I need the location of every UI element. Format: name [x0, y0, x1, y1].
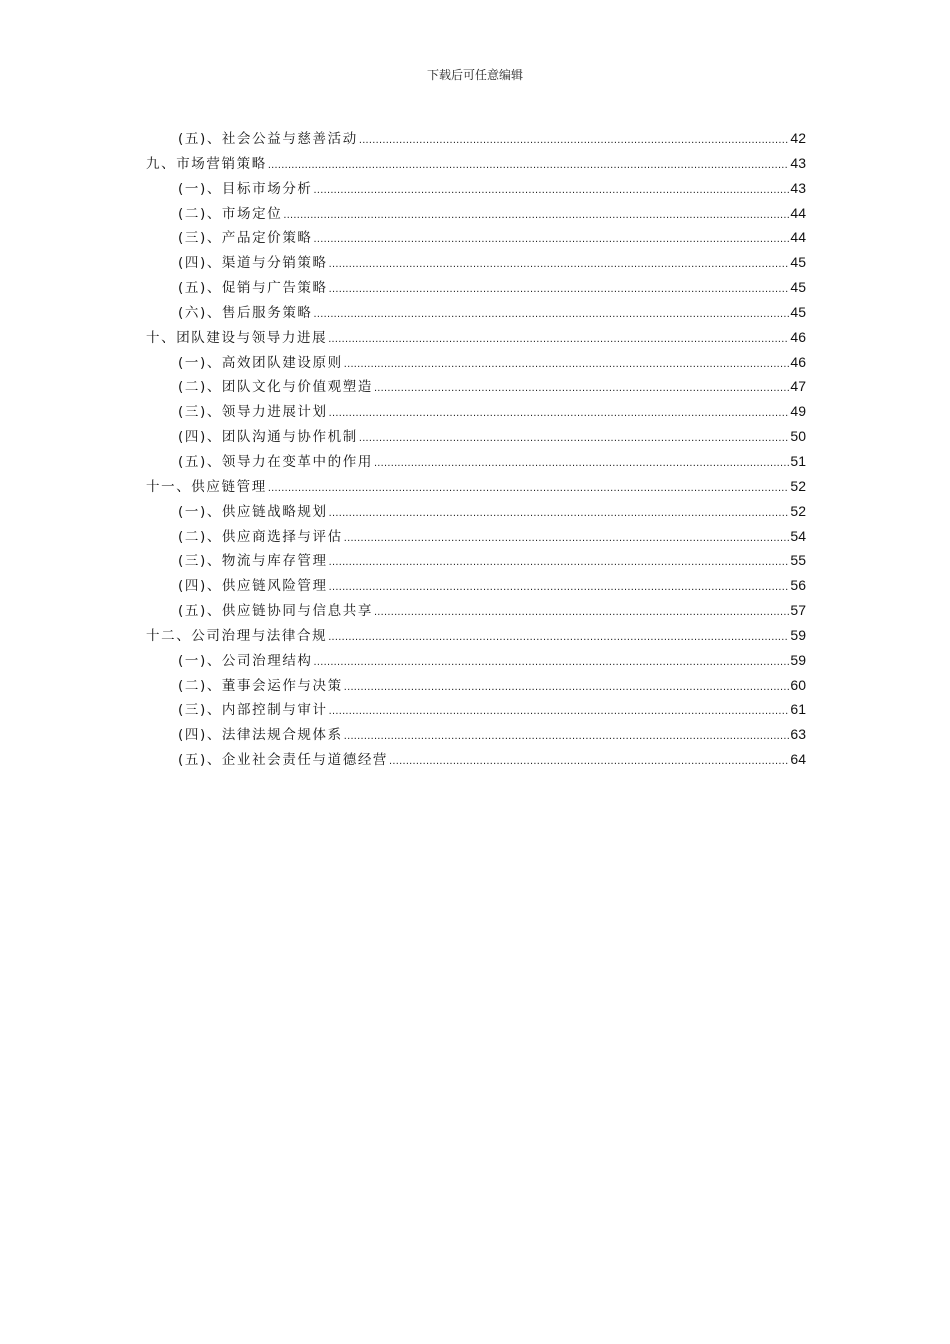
- toc-entry-title: (一)、公司治理结构: [178, 652, 313, 669]
- toc-section-entry[interactable]: [146, 126, 806, 151]
- toc-section-entry[interactable]: [146, 722, 806, 747]
- toc-entry-title: (六)、售后服务策略: [178, 304, 313, 321]
- toc-dot-leader: [344, 526, 790, 551]
- toc-entry-title: (四)、供应链风险管理: [178, 578, 328, 595]
- toc-section-entry[interactable]: [146, 524, 806, 549]
- toc-entry-title: (四)、团队沟通与协作机制: [178, 429, 358, 446]
- toc-section-entry[interactable]: [146, 697, 806, 722]
- toc-section-entry[interactable]: [146, 350, 806, 375]
- toc-entry-page-number: 52: [790, 502, 806, 519]
- toc-entry-page-number: 47: [790, 378, 806, 395]
- page-header: 下载后可任意编辑: [426, 68, 523, 82]
- toc-dot-leader: [329, 550, 790, 575]
- toc-chapter-entry[interactable]: [146, 474, 806, 499]
- toc-dot-leader: [328, 625, 789, 650]
- toc-entry-title: (三)、内部控制与审计: [178, 702, 328, 719]
- toc-entry-page-number: 59: [790, 651, 806, 668]
- toc-section-entry[interactable]: [146, 747, 806, 772]
- toc-entry-page-number: 44: [790, 229, 806, 246]
- toc-chapter-entry[interactable]: [146, 151, 806, 176]
- toc-section-entry[interactable]: [146, 548, 806, 573]
- toc-entry-page-number: 59: [790, 626, 806, 643]
- toc-entry-title: (二)、市场定位: [178, 205, 283, 222]
- toc-section-entry[interactable]: [146, 499, 806, 524]
- toc-dot-leader: [344, 724, 790, 749]
- toc-entry-page-number: 51: [790, 452, 806, 469]
- toc-section-entry[interactable]: [146, 424, 806, 449]
- toc-dot-leader: [329, 252, 790, 277]
- toc-dot-leader: [374, 376, 789, 401]
- toc-entry-title: (五)、企业社会责任与道德经营: [178, 752, 389, 769]
- toc-entry-title: (五)、促销与广告策略: [178, 280, 328, 297]
- toc-section-entry[interactable]: [146, 598, 806, 623]
- toc-entry-page-number: 45: [790, 279, 806, 296]
- toc-dot-leader: [329, 277, 790, 302]
- toc-entry-page-number: 43: [790, 179, 806, 196]
- toc-entry-page-number: 42: [790, 130, 806, 146]
- toc-section-entry[interactable]: [146, 374, 806, 399]
- toc-entry-title: 十、团队建设与领导力进展: [146, 329, 328, 346]
- toc-entry-page-number: 63: [790, 726, 806, 743]
- toc-entry-page-number: 46: [790, 328, 806, 345]
- toc-section-entry[interactable]: [146, 573, 806, 598]
- toc-section-entry[interactable]: [146, 176, 806, 201]
- toc-dot-leader: [329, 401, 790, 426]
- toc-entry-title: (三)、产品定价策略: [178, 230, 313, 247]
- toc-entry-title: (二)、团队文化与价值观塑造: [178, 379, 373, 396]
- toc-entry-title: (四)、法律法规合规体系: [178, 727, 343, 744]
- toc-entry-page-number: 57: [790, 602, 806, 619]
- toc-entry-title: (四)、渠道与分销策略: [178, 255, 328, 272]
- toc-entry-title: (五)、领导力在变革中的作用: [178, 453, 373, 470]
- toc-dot-leader: [314, 178, 790, 203]
- table-of-contents: [146, 126, 806, 772]
- toc-section-entry[interactable]: [146, 449, 806, 474]
- toc-section-entry[interactable]: [146, 275, 806, 300]
- toc-dot-leader: [344, 352, 790, 377]
- toc-entry-title: (五)、供应链协同与信息共享: [178, 603, 373, 620]
- toc-entry-page-number: 64: [790, 751, 806, 768]
- toc-entry-title: 十一、供应链管理: [146, 478, 267, 495]
- toc-entry-title: (一)、高效团队建设原则: [178, 354, 343, 371]
- toc-entry-title: (二)、董事会运作与决策: [178, 677, 343, 694]
- toc-entry-title: (一)、目标市场分析: [178, 180, 313, 197]
- toc-dot-leader: [329, 575, 790, 600]
- toc-entry-title: 九、市场营销策略: [146, 155, 267, 172]
- toc-section-entry[interactable]: [146, 673, 806, 698]
- toc-chapter-entry[interactable]: [146, 623, 806, 648]
- toc-entry-page-number: 54: [790, 527, 806, 544]
- toc-dot-leader: [314, 227, 790, 252]
- toc-dot-leader: [359, 128, 790, 153]
- toc-entry-page-number: 56: [790, 577, 806, 594]
- toc-entry-title: (三)、领导力进展计划: [178, 404, 328, 421]
- toc-entry-page-number: 61: [790, 701, 806, 718]
- toc-section-entry[interactable]: [146, 300, 806, 325]
- toc-entry-title: 十二、公司治理与法律合规: [146, 627, 328, 644]
- toc-dot-leader: [389, 749, 789, 774]
- toc-dot-leader: [268, 153, 790, 178]
- toc-dot-leader: [268, 476, 790, 501]
- toc-entry-page-number: 45: [790, 303, 806, 320]
- toc-entry-page-number: 49: [790, 403, 806, 420]
- toc-entry-title: (二)、供应商选择与评估: [178, 528, 343, 545]
- toc-entry-title: (一)、供应链战略规划: [178, 503, 328, 520]
- toc-entry-page-number: 44: [790, 204, 806, 221]
- toc-entry-title: (五)、社会公益与慈善活动: [178, 131, 358, 147]
- toc-section-entry[interactable]: [146, 648, 806, 673]
- toc-dot-leader: [314, 302, 790, 327]
- toc-entry-page-number: 43: [790, 154, 806, 171]
- toc-entry-title: (三)、物流与库存管理: [178, 553, 328, 570]
- toc-dot-leader: [328, 327, 789, 352]
- toc-entry-page-number: 55: [790, 552, 806, 569]
- toc-dot-leader: [374, 451, 789, 476]
- toc-dot-leader: [374, 600, 789, 625]
- toc-chapter-entry[interactable]: [146, 325, 806, 350]
- toc-entry-page-number: 46: [790, 353, 806, 370]
- toc-entry-page-number: 45: [790, 254, 806, 271]
- toc-section-entry[interactable]: [146, 201, 806, 226]
- toc-dot-leader: [344, 675, 790, 700]
- toc-entry-page-number: 50: [790, 428, 806, 445]
- toc-section-entry[interactable]: [146, 225, 806, 250]
- toc-dot-leader: [329, 501, 790, 526]
- toc-dot-leader: [314, 650, 790, 675]
- toc-entry-page-number: 52: [790, 477, 806, 494]
- toc-entry-page-number: 60: [790, 676, 806, 693]
- toc-section-entry[interactable]: [146, 250, 806, 275]
- toc-dot-leader: [283, 203, 789, 228]
- toc-section-entry[interactable]: [146, 399, 806, 424]
- toc-dot-leader: [329, 699, 790, 724]
- toc-dot-leader: [359, 426, 790, 451]
